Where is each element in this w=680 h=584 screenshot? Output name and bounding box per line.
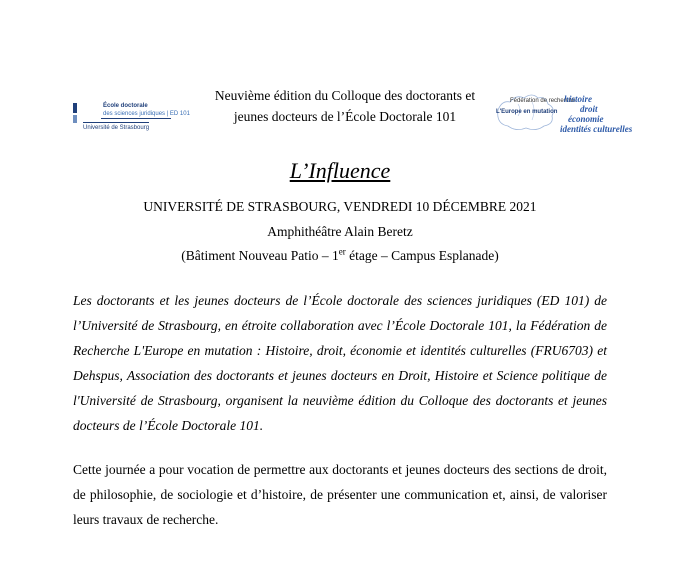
logo-bar-dark <box>73 103 77 113</box>
logo-word-identites: identités culturelles <box>560 124 633 134</box>
logo-right-europe: L'Europe en mutation <box>496 109 558 115</box>
document-title: L’Influence <box>289 158 391 183</box>
logo-right-federation: Fédération de recherche <box>510 98 576 104</box>
logo-word-droit: droit <box>580 104 598 114</box>
intro-paragraph: Les doctorants et les jeunes docteurs de l’École doctorale des sciences juridiques (ED 101) de l’Université de Strasbourg, en étroite collaboration avec l’École Doctorale 101, la Fédération de Recherche L'Europe en mutation : Histoire, droit, économie et identités culturelles (FRU6703) et Dehspus, Association des doctorants et jeunes docteurs en Droit, Histoire et Science politique de l'Université de Strasbourg, organisent la neuvième édition du Colloque des doctorants et jeunes docteurs de l’École Doctorale 101. <box>73 293 607 433</box>
purpose-paragraph: Cette journée a pour vocation de permettre aux doctorants et jeunes docteurs des sections de droit, de philosophie, de sociologie et d’histoire, de présenter une communication et, ainsi, de valoriser leurs travaux de recherche. <box>73 462 607 527</box>
event-building <box>0 248 680 264</box>
event-place-date: UNIVERSITÉ DE STRASBOURG, VENDREDI 10 DÉCEMBRE 2021 <box>143 199 537 214</box>
logo-divider <box>101 118 171 119</box>
logo-bar-light <box>73 115 77 123</box>
header-line1: Neuvième édition du Colloque des doctorants et <box>214 88 476 103</box>
event-building-sup: er <box>338 246 346 257</box>
europe-en-mutation-logo <box>488 90 633 138</box>
event-building-suffix: étage – Campus Esplanade) <box>345 248 499 263</box>
logo-left-line3: Université de Strasbourg <box>83 122 149 132</box>
header-block <box>180 85 510 127</box>
event-room: Amphithéâtre Alain Beretz <box>267 224 413 239</box>
logo-word-histoire: histoire <box>564 94 593 104</box>
ecole-doctorale-logo <box>73 100 190 134</box>
logo-word-economie: économie <box>568 114 604 124</box>
logo-left-line2: des sciences juridiques | ED 101 <box>103 111 190 117</box>
header-line2: jeunes docteurs de l’École Doctorale 101 <box>233 109 457 124</box>
event-building-prefix: (Bâtiment Nouveau Patio – 1 <box>181 248 339 263</box>
logo-left-line1: École doctorale <box>103 103 148 109</box>
